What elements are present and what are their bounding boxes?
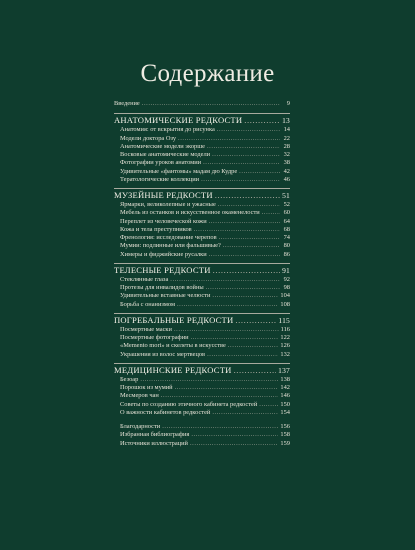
dot-leader [194, 226, 280, 234]
dot-leader [191, 431, 278, 439]
dot-leader [213, 265, 280, 276]
toc-entry [114, 151, 290, 159]
toc-entry [114, 159, 290, 167]
dot-leader [262, 209, 280, 217]
toc-entry-page: 38 [283, 159, 290, 167]
toc-entry-page: 104 [280, 292, 290, 300]
toc-section-heading [114, 190, 290, 201]
toc-entry-page: 159 [280, 439, 290, 447]
toc-section-heading [114, 265, 290, 276]
toc-entry-page: 126 [280, 342, 290, 350]
toc-entry [114, 201, 290, 209]
toc-entry [114, 176, 290, 184]
toc-section-heading [114, 365, 290, 376]
section-page: 51 [282, 191, 290, 200]
toc-entry [114, 251, 290, 259]
dot-leader [217, 126, 280, 134]
dot-leader [212, 409, 278, 417]
toc-entry-page: 122 [280, 334, 290, 341]
dot-leader [212, 292, 278, 300]
dot-leader [209, 251, 280, 259]
toc-entry-page: 138 [280, 375, 290, 383]
dot-leader [218, 201, 280, 209]
dot-leader [234, 365, 277, 376]
section-page: 13 [282, 116, 290, 126]
dot-leader [207, 143, 280, 151]
dot-leader [207, 351, 278, 359]
toc-entry-page: 14 [283, 126, 290, 134]
toc-entry-page: 92 [283, 275, 290, 283]
toc-entry-label: Химеры и фиджийские русалки [120, 250, 207, 258]
toc-entry-page: 142 [280, 384, 290, 391]
toc-entry-page: 108 [280, 300, 290, 308]
toc-entry-label: Френология: исследование черепов [120, 234, 217, 241]
toc-entry-label: Анатомические модели экорше [120, 142, 205, 150]
dot-leader [228, 342, 279, 350]
section-label: МЕДИЦИНСКИЕ РЕДКОСТИ [114, 364, 232, 375]
toc-entry-label: Переплет из человеческой кожи [120, 217, 207, 225]
section-page: 115 [278, 315, 290, 325]
dot-leader [244, 115, 280, 126]
toc-entry-label: Мебель из останков и искусственное окаменелости [120, 209, 260, 217]
dot-leader [223, 242, 280, 250]
toc-entry [114, 242, 290, 250]
section-label: ПОГРЕБАЛЬНЫЕ РЕДКОСТИ [114, 314, 234, 325]
toc-entry-label: Восковые анатомические модели [120, 151, 211, 158]
toc-entry-page: 80 [283, 242, 290, 250]
toc-entry-label: Тератологические коллекции [120, 175, 200, 183]
toc-entry-page: 154 [280, 408, 290, 416]
toc-entry-label: Мумии: подлинные или фальшивые? [120, 242, 221, 250]
toc-entry-page: 46 [283, 175, 290, 183]
section-rule [114, 263, 290, 264]
toc-entry-label: О важности кабинетов редкостей [120, 408, 211, 416]
toc-entry-page: 64 [283, 217, 290, 225]
toc-entry-label: Посмертные фотографии [120, 334, 189, 341]
toc-entry [114, 392, 290, 400]
toc-entry [114, 276, 290, 284]
dot-leader [162, 423, 278, 431]
page-title: Содержание [140, 60, 275, 87]
toc-entry [114, 143, 290, 151]
dot-leader [190, 440, 278, 448]
toc-entry [114, 440, 290, 448]
toc-entry [114, 401, 290, 409]
toc-entry-label: Источники иллюстраций [120, 439, 188, 447]
toc-section-heading [114, 115, 290, 126]
toc-entry-label: Безоар [120, 375, 139, 383]
dot-leader [201, 176, 280, 184]
toc-entry-label: Советы по созданию этичного кабинета редкостей [120, 400, 258, 408]
section-page: 91 [282, 265, 290, 275]
toc-entry [114, 409, 290, 417]
toc-entry-page: 28 [283, 142, 290, 150]
toc-entry-label: Ярмарки, великолепные и ужасные [120, 201, 216, 208]
dot-leader [235, 315, 276, 326]
dot-leader [140, 376, 278, 384]
toc-entry-label: Введение [114, 100, 140, 107]
dot-leader [191, 334, 279, 342]
dot-leader [259, 401, 278, 409]
toc-entry [114, 135, 290, 143]
dot-leader [175, 384, 279, 392]
toc-entry-page: 132 [280, 350, 290, 358]
dot-leader [219, 234, 280, 242]
toc-section-heading [114, 315, 290, 326]
toc-entry-label: Посмертные маски [120, 325, 172, 333]
toc-entry [114, 384, 290, 392]
toc-entry-label: Стеклянные глаза [120, 275, 169, 283]
toc-entry-page: 150 [280, 400, 290, 408]
toc-entry-page: 86 [283, 250, 290, 258]
toc-entry-label: Удивительные «фантомы» мадам дю Кудре [120, 167, 238, 175]
table-of-contents [114, 100, 290, 448]
section-page: 137 [278, 365, 290, 375]
toc-entry [114, 168, 290, 176]
toc-entry [114, 334, 290, 342]
dot-leader [178, 135, 280, 143]
toc-entry-label: Протезы для инвалидов войны [120, 284, 204, 291]
toc-entry [114, 226, 290, 234]
toc-entry-page: 42 [283, 167, 290, 175]
dot-leader [215, 190, 280, 201]
section-label: ТЕЛЕСНЫЕ РЕДКОСТИ [114, 264, 211, 275]
toc-entry [114, 218, 290, 226]
toc-entry-label: Модели доктора Озу [120, 134, 177, 142]
dot-leader [142, 100, 280, 108]
toc-entry [114, 209, 290, 217]
toc-entry-page: 32 [283, 151, 290, 158]
toc-entry-label: Порошок из мумий [120, 384, 173, 391]
toc-entry-page: 52 [283, 201, 290, 208]
section-rule [114, 363, 290, 364]
toc-entry [114, 301, 290, 309]
toc-entry-label: «Memento mori» и скелеты в искусстве [120, 342, 226, 350]
section-rule [114, 188, 290, 189]
toc-entry-page: 68 [283, 225, 290, 233]
toc-entry-label: Избранная библиография [120, 431, 190, 439]
dot-leader [206, 284, 280, 292]
dot-leader [170, 276, 280, 284]
toc-entry-page: 22 [283, 134, 290, 142]
section-rule [114, 313, 290, 314]
dot-leader [161, 392, 279, 400]
toc-entry-label: Анатомия: от вскрытия до рисунка [120, 126, 215, 134]
toc-entry-page: 98 [283, 284, 290, 291]
toc-entry-label: Кожа и тела преступников [120, 225, 192, 233]
toc-entry-page: 9 [286, 100, 290, 107]
section-label: АНАТОМИЧЕСКИЕ РЕДКОСТИ [114, 115, 243, 126]
section-label: МУЗЕЙНЫЕ РЕДКОСТИ [114, 190, 213, 200]
toc-entry [114, 376, 290, 384]
toc-entry-label: Украшения из волос мертвецов [120, 350, 206, 358]
toc-entry-page: 74 [283, 234, 290, 241]
toc-entry [114, 326, 290, 334]
toc-entry [114, 234, 290, 242]
dot-leader [209, 218, 280, 226]
dot-leader [203, 159, 280, 167]
toc-entry-label: Борьба с онанизмом [120, 300, 175, 308]
toc-entry [114, 284, 290, 292]
section-rule [114, 113, 290, 114]
toc-entry [114, 292, 290, 300]
toc-entry [114, 431, 290, 439]
toc-entry-label: Фотографии уроков анатомии [120, 159, 202, 167]
dot-leader [212, 151, 280, 159]
toc-entry [114, 126, 290, 134]
toc-entry-page: 146 [280, 392, 290, 400]
toc-entry-page: 158 [280, 431, 290, 439]
toc-entry-label: Удивительные вставные челюсти [120, 292, 211, 300]
toc-intro [114, 100, 290, 108]
dot-leader [177, 301, 278, 309]
toc-entry [114, 351, 290, 359]
toc-entry [114, 342, 290, 350]
toc-entry-page: 156 [280, 423, 290, 430]
toc-entry-page: 60 [283, 209, 290, 217]
dot-leader [239, 168, 280, 176]
toc-entry-page: 116 [280, 325, 290, 333]
dot-leader [174, 326, 279, 334]
toc-entry-label: Месмеров чан [120, 392, 159, 400]
toc-entry [114, 423, 290, 431]
toc-entry-label: Благодарности [120, 423, 161, 430]
